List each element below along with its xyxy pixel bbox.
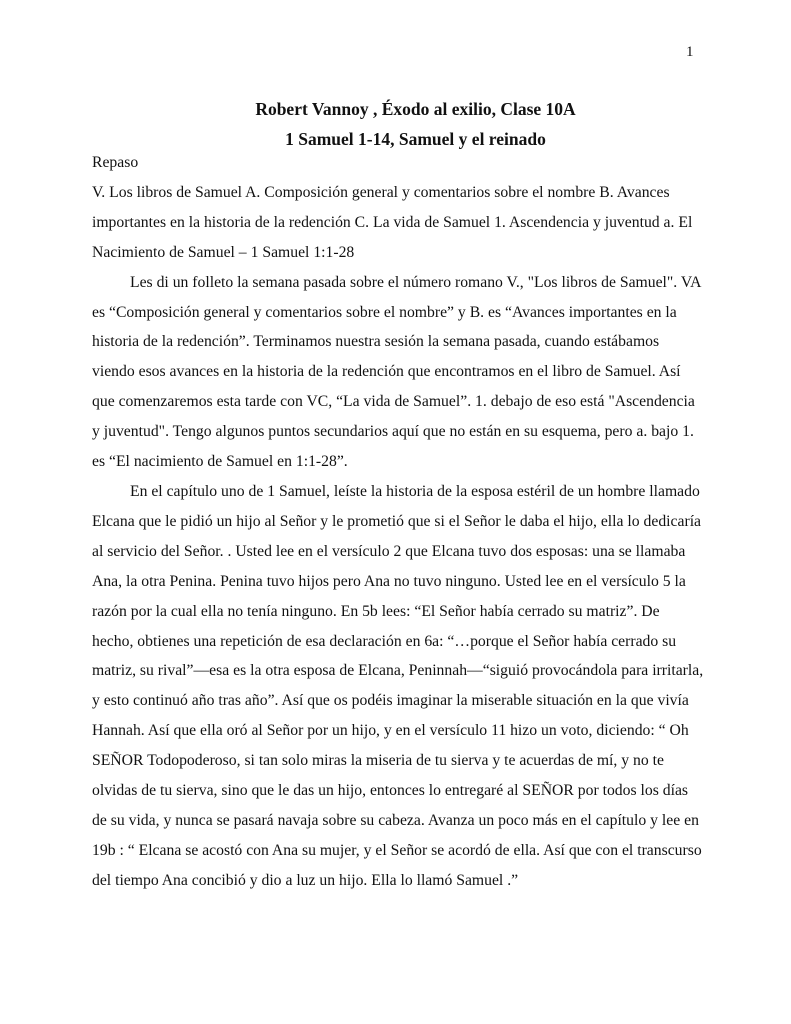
page-number: 1 [686,44,694,60]
outline-paragraph: V. Los libros de Samuel A. Composición general y comentarios sobre el nombre B. Avances importantes en la historia de la redención C. La vida de Samuel 1. Ascendencia y juventud a. El Nacimiento de Samuel – 1 Samuel 1:1-28 [92,183,693,261]
document-subtitle: 1 Samuel 1-14, Samuel y el reinado [285,129,546,149]
document-title: Robert Vannoy , Éxodo al exilio, Clase 10A [255,99,576,119]
body-paragraph: Les di un folleto la semana pasada sobre el número romano V., "Los libros de Samuel". VA es “Composición general y comentarios sobre el nombre” y B. es “Avances importantes en la historia de la redención”. Terminamos nuestra sesión la semana pasada, cuando estábamos viendo esos avances en la historia de la redención que encontramos en el libro de Samuel. Así que comenzaremos esta tarde con VC, “La vida de Samuel”. 1. debajo de eso está "Ascendencia y juventud". Tengo algunos puntos secundarios aquí que no están en su esquema, pero a. bajo 1. es “El nacimiento de Samuel en 1:1-28”. [92,273,701,471]
document-header [0,94,791,154]
section-heading-repaso: Repaso [92,154,139,171]
document-body [92,148,704,896]
body-paragraph: En el capítulo uno de 1 Samuel, leíste la historia de la esposa estéril de un hombre llamado Elcana que le pidió un hijo al Señor y le prometió que si el Señor le daba el hijo, ella lo dedicaría al servicio del Señor. . Usted lee en el versículo 2 que Elcana tuvo dos esposas: una se llamaba Ana, la otra Penina. Penina tuvo hijos pero Ana no tuvo ninguno. Usted lee en el versículo 5 la razón por la cual ella no tenía ninguno. En 5b lees: “El Señor había cerrado su matriz”. De hecho, obtienes una repetición de esa declaración en 6a: “…porque el Señor había cerrado su matriz, su rival”—esa es la otra esposa de Elcana, Peninnah—“siguió provocándola para irritarla, y esto continuó año tras año”. Así que os podéis imaginar la miserable situación en la que vivía Hannah. Así que ella oró al Señor por un hijo, y en el versículo 11 hizo un voto, diciendo: “ Oh SEÑOR Todopoderoso, si tan solo miras la miseria de tu sierva y te acuerdas de mí, y no te olvidas de tu sierva, sino que le das un hijo, entonces lo entregaré al SEÑOR por todos los días de su vida, y nunca se pasará navaja sobre su cabeza. Avanza un poco más en el capítulo y lee en 19b : “ Elcana se acostó con Ana su mujer, y el Señor se acordó de ella. Así que con el transcurso del tiempo Ana concibió y dio a luz un hijo. Ella lo llamó Samuel .” [92,482,704,889]
